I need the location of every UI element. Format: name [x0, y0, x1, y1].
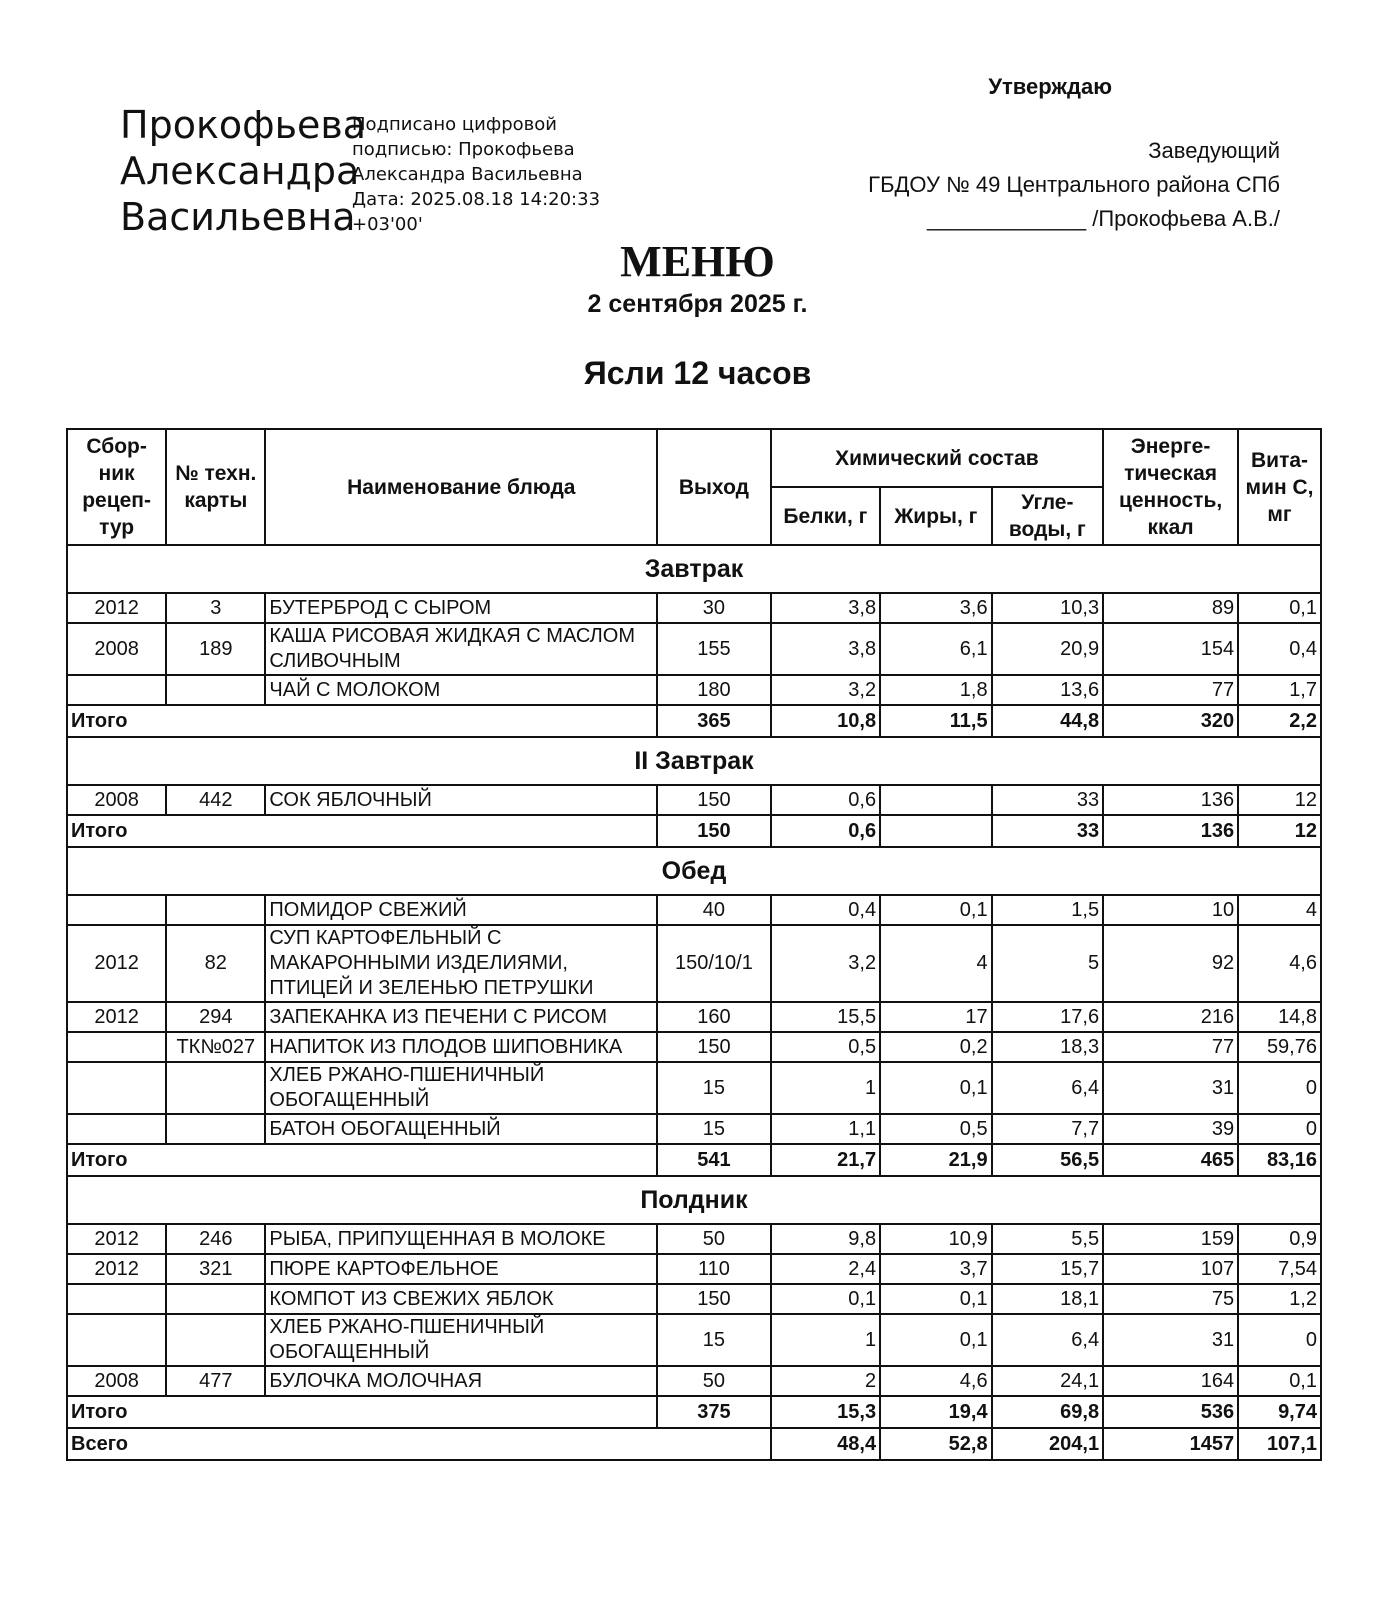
- cell-yield: 150: [657, 1284, 771, 1314]
- cell-protein: 3,8: [771, 593, 880, 623]
- cell-collection: [67, 675, 166, 705]
- table-row: [67, 1114, 1321, 1144]
- cell-vitc: 0: [1238, 1314, 1321, 1366]
- cell-protein: 0,4: [771, 895, 880, 925]
- cell-energy: 31: [1103, 1062, 1238, 1114]
- cell-energy: 89: [1103, 593, 1238, 623]
- cell-vitc: 1,2: [1238, 1284, 1321, 1314]
- cell-energy: 164: [1103, 1366, 1238, 1396]
- cell-collection: 2012: [67, 593, 166, 623]
- cell-fat: 3,6: [880, 593, 991, 623]
- total-label: Итого: [67, 815, 657, 847]
- cell-card: 189: [166, 623, 265, 675]
- total-energy: 465: [1103, 1144, 1238, 1176]
- cell-carbs: 6,4: [992, 1062, 1103, 1114]
- cell-protein: 15,5: [771, 1002, 880, 1032]
- cell-name: БАТОН ОБОГАЩЕННЫЙ: [265, 1114, 657, 1144]
- table-row: [67, 1224, 1321, 1254]
- cell-carbs: 1,5: [992, 895, 1103, 925]
- table-row: [67, 895, 1321, 925]
- cell-energy: 31: [1103, 1314, 1238, 1366]
- total-fat: 11,5: [880, 705, 991, 737]
- header-energy: Энерге-тическая ценность, ккал: [1103, 429, 1238, 545]
- cell-carbs: 7,7: [992, 1114, 1103, 1144]
- grand-total-protein: 48,4: [771, 1428, 880, 1460]
- approval-title: Утверждаю: [988, 74, 1112, 99]
- cell-fat: 0,1: [880, 895, 991, 925]
- total-protein: 10,8: [771, 705, 880, 737]
- total-carbs: 33: [992, 815, 1103, 847]
- cell-name: СУП КАРТОФЕЛЬНЫЙ С МАКАРОННЫМИ ИЗДЕЛИЯМИ, ПТИЦЕЙ И ЗЕЛЕНЬЮ ПЕТРУШКИ: [265, 925, 657, 1002]
- header-card: № техн. карты: [166, 429, 265, 545]
- menu-table-body: [67, 545, 1321, 1460]
- cell-fat: 0,1: [880, 1062, 991, 1114]
- cell-yield: 150: [657, 1032, 771, 1062]
- cell-carbs: 13,6: [992, 675, 1103, 705]
- total-vitc: 83,16: [1238, 1144, 1321, 1176]
- total-protein: 15,3: [771, 1396, 880, 1428]
- table-row: [67, 1314, 1321, 1366]
- cell-name: ЧАЙ С МОЛОКОМ: [265, 675, 657, 705]
- cell-fat: 4,6: [880, 1366, 991, 1396]
- total-carbs: 56,5: [992, 1144, 1103, 1176]
- cell-name: ЗАПЕКАНКА ИЗ ПЕЧЕНИ С РИСОМ: [265, 1002, 657, 1032]
- digital-signature-name: [120, 102, 366, 240]
- cell-energy: 77: [1103, 1032, 1238, 1062]
- cell-name: СОК ЯБЛОЧНЫЙ: [265, 785, 657, 815]
- cell-name: ПОМИДОР СВЕЖИЙ: [265, 895, 657, 925]
- cell-card: 246: [166, 1224, 265, 1254]
- section-title: Обед: [67, 847, 1321, 895]
- signature-detail-line: +03'00': [352, 214, 423, 235]
- signature-name-line: Васильевна: [120, 195, 356, 239]
- cell-yield: 150/10/1: [657, 925, 771, 1002]
- total-row: [67, 1144, 1321, 1176]
- cell-card: [166, 1284, 265, 1314]
- cell-carbs: 24,1: [992, 1366, 1103, 1396]
- cell-fat: 4: [880, 925, 991, 1002]
- cell-energy: 39: [1103, 1114, 1238, 1144]
- cell-yield: 155: [657, 623, 771, 675]
- approval-block: [868, 70, 1280, 236]
- grand-total-label: Всего: [67, 1428, 771, 1460]
- cell-carbs: 20,9: [992, 623, 1103, 675]
- cell-card: 294: [166, 1002, 265, 1032]
- table-row: [67, 785, 1321, 815]
- table-row: [67, 925, 1321, 1002]
- cell-vitc: 4: [1238, 895, 1321, 925]
- grand-total-energy: 1457: [1103, 1428, 1238, 1460]
- grand-total-carbs: 204,1: [992, 1428, 1103, 1460]
- cell-fat: 17: [880, 1002, 991, 1032]
- cell-name: ХЛЕБ РЖАНО-ПШЕНИЧНЫЙ ОБОГАЩЕННЫЙ: [265, 1062, 657, 1114]
- table-row: [67, 1366, 1321, 1396]
- cell-collection: [67, 1062, 166, 1114]
- signature-detail-line: Александра Васильевна: [352, 164, 583, 185]
- cell-vitc: 0: [1238, 1114, 1321, 1144]
- approval-signature-line: _____________ /Прокофьева А.В./: [927, 206, 1280, 231]
- section-row: [67, 1176, 1321, 1224]
- cell-vitc: 0,1: [1238, 1366, 1321, 1396]
- total-yield: 375: [657, 1396, 771, 1428]
- cell-energy: 159: [1103, 1224, 1238, 1254]
- cell-yield: 15: [657, 1062, 771, 1114]
- cell-energy: 75: [1103, 1284, 1238, 1314]
- total-label: Итого: [67, 1144, 657, 1176]
- cell-collection: 2008: [67, 1366, 166, 1396]
- cell-vitc: 12: [1238, 785, 1321, 815]
- cell-card: [166, 1114, 265, 1144]
- table-row: [67, 593, 1321, 623]
- cell-fat: 0,1: [880, 1284, 991, 1314]
- total-energy: 536: [1103, 1396, 1238, 1428]
- approval-position: Заведующий: [1148, 138, 1280, 163]
- grand-total-vitc: 107,1: [1238, 1428, 1321, 1460]
- total-carbs: 69,8: [992, 1396, 1103, 1428]
- cell-protein: 1: [771, 1062, 880, 1114]
- grand-total-row: [67, 1428, 1321, 1460]
- table-row: [67, 1254, 1321, 1284]
- cell-collection: [67, 1314, 166, 1366]
- cell-collection: 2012: [67, 1254, 166, 1284]
- cell-fat: 3,7: [880, 1254, 991, 1284]
- cell-collection: 2012: [67, 1002, 166, 1032]
- total-row: [67, 705, 1321, 737]
- cell-yield: 150: [657, 785, 771, 815]
- signature-detail-line: подписью: Прокофьева: [352, 139, 575, 160]
- document-group: Ясли 12 часов: [583, 355, 812, 391]
- cell-carbs: 33: [992, 785, 1103, 815]
- total-carbs: 44,8: [992, 705, 1103, 737]
- table-row: [67, 623, 1321, 675]
- cell-yield: 15: [657, 1314, 771, 1366]
- cell-carbs: 17,6: [992, 1002, 1103, 1032]
- cell-fat: [880, 785, 991, 815]
- cell-collection: [67, 1032, 166, 1062]
- cell-name: БУТЕРБРОД С СЫРОМ: [265, 593, 657, 623]
- cell-protein: 2: [771, 1366, 880, 1396]
- total-yield: 150: [657, 815, 771, 847]
- cell-fat: 6,1: [880, 623, 991, 675]
- header-collection: Сбор-ник рецеп-тур: [67, 429, 166, 545]
- cell-fat: 10,9: [880, 1224, 991, 1254]
- cell-vitc: 1,7: [1238, 675, 1321, 705]
- cell-fat: 0,1: [880, 1314, 991, 1366]
- cell-collection: 2008: [67, 623, 166, 675]
- cell-energy: 10: [1103, 895, 1238, 925]
- total-vitc: 9,74: [1238, 1396, 1321, 1428]
- cell-energy: 107: [1103, 1254, 1238, 1284]
- cell-card: ТК№027: [166, 1032, 265, 1062]
- cell-protein: 3,2: [771, 675, 880, 705]
- table-row: [67, 1002, 1321, 1032]
- total-vitc: 2,2: [1238, 705, 1321, 737]
- total-protein: 0,6: [771, 815, 880, 847]
- cell-vitc: 0,1: [1238, 593, 1321, 623]
- cell-fat: 0,5: [880, 1114, 991, 1144]
- grand-total-fat: 52,8: [880, 1428, 991, 1460]
- cell-vitc: 7,54: [1238, 1254, 1321, 1284]
- total-yield: 365: [657, 705, 771, 737]
- cell-name: РЫБА, ПРИПУЩЕННАЯ В МОЛОКЕ: [265, 1224, 657, 1254]
- cell-card: [166, 675, 265, 705]
- cell-card: [166, 1314, 265, 1366]
- cell-vitc: 14,8: [1238, 1002, 1321, 1032]
- cell-energy: 154: [1103, 623, 1238, 675]
- cell-yield: 110: [657, 1254, 771, 1284]
- cell-protein: 0,5: [771, 1032, 880, 1062]
- cell-fat: 0,2: [880, 1032, 991, 1062]
- cell-energy: 77: [1103, 675, 1238, 705]
- document-date: 2 сентября 2025 г.: [587, 290, 808, 318]
- section-row: [67, 545, 1321, 593]
- cell-protein: 1: [771, 1314, 880, 1366]
- cell-card: [166, 1062, 265, 1114]
- cell-card: 442: [166, 785, 265, 815]
- cell-collection: 2012: [67, 925, 166, 1002]
- total-fat: [880, 815, 991, 847]
- header-carbs: Угле-воды, г: [992, 487, 1103, 545]
- header-vitc: Вита-мин С, мг: [1238, 429, 1321, 545]
- cell-carbs: 18,3: [992, 1032, 1103, 1062]
- menu-table: [66, 428, 1322, 1461]
- cell-vitc: 0,4: [1238, 623, 1321, 675]
- cell-carbs: 5,5: [992, 1224, 1103, 1254]
- table-row: [67, 675, 1321, 705]
- cell-yield: 180: [657, 675, 771, 705]
- signature-detail-line: Дата: 2025.08.18 14:20:33: [352, 189, 601, 210]
- cell-energy: 216: [1103, 1002, 1238, 1032]
- cell-name: КАША РИСОВАЯ ЖИДКАЯ С МАСЛОМ СЛИВОЧНЫМ: [265, 623, 657, 675]
- cell-carbs: 10,3: [992, 593, 1103, 623]
- cell-collection: [67, 1114, 166, 1144]
- total-energy: 320: [1103, 705, 1238, 737]
- section-row: [67, 847, 1321, 895]
- cell-protein: 0,6: [771, 785, 880, 815]
- table-row: [67, 1032, 1321, 1062]
- table-row: [67, 1062, 1321, 1114]
- cell-collection: 2008: [67, 785, 166, 815]
- cell-vitc: 59,76: [1238, 1032, 1321, 1062]
- cell-collection: [67, 1284, 166, 1314]
- cell-yield: 50: [657, 1366, 771, 1396]
- document-title: МЕНЮ: [620, 237, 775, 286]
- cell-card: [166, 895, 265, 925]
- header-protein: Белки, г: [771, 487, 880, 545]
- cell-card: 3: [166, 593, 265, 623]
- cell-protein: 2,4: [771, 1254, 880, 1284]
- cell-yield: 50: [657, 1224, 771, 1254]
- cell-card: 82: [166, 925, 265, 1002]
- total-row: [67, 815, 1321, 847]
- cell-collection: 2012: [67, 1224, 166, 1254]
- table-row: [67, 1284, 1321, 1314]
- cell-carbs: 18,1: [992, 1284, 1103, 1314]
- header-yield: Выход: [657, 429, 771, 545]
- header-fat: Жиры, г: [880, 487, 991, 545]
- cell-protein: 3,8: [771, 623, 880, 675]
- cell-name: БУЛОЧКА МОЛОЧНАЯ: [265, 1366, 657, 1396]
- cell-yield: 15: [657, 1114, 771, 1144]
- cell-carbs: 15,7: [992, 1254, 1103, 1284]
- cell-collection: [67, 895, 166, 925]
- header-chem: Химический состав: [771, 429, 1103, 487]
- cell-yield: 160: [657, 1002, 771, 1032]
- cell-vitc: 0: [1238, 1062, 1321, 1114]
- cell-name: ХЛЕБ РЖАНО-ПШЕНИЧНЫЙ ОБОГАЩЕННЫЙ: [265, 1314, 657, 1366]
- digital-signature-details: [352, 112, 600, 237]
- cell-vitc: 4,6: [1238, 925, 1321, 1002]
- total-protein: 21,7: [771, 1144, 880, 1176]
- total-fat: 19,4: [880, 1396, 991, 1428]
- total-row: [67, 1396, 1321, 1428]
- cell-energy: 136: [1103, 785, 1238, 815]
- section-title: Полдник: [67, 1176, 1321, 1224]
- cell-card: 477: [166, 1366, 265, 1396]
- cell-name: КОМПОТ ИЗ СВЕЖИХ ЯБЛОК: [265, 1284, 657, 1314]
- signature-name-line: Прокофьева: [120, 103, 367, 147]
- cell-energy: 92: [1103, 925, 1238, 1002]
- cell-protein: 0,1: [771, 1284, 880, 1314]
- total-label: Итого: [67, 705, 657, 737]
- cell-protein: 9,8: [771, 1224, 880, 1254]
- cell-carbs: 6,4: [992, 1314, 1103, 1366]
- total-vitc: 12: [1238, 815, 1321, 847]
- cell-vitc: 0,9: [1238, 1224, 1321, 1254]
- cell-protein: 3,2: [771, 925, 880, 1002]
- approval-organization: ГБДОУ № 49 Центрального района СПб: [868, 172, 1280, 197]
- total-yield: 541: [657, 1144, 771, 1176]
- signature-detail-line: Подписано цифровой: [352, 114, 557, 135]
- total-fat: 21,9: [880, 1144, 991, 1176]
- total-label: Итого: [67, 1396, 657, 1428]
- section-title: II Завтрак: [67, 737, 1321, 785]
- section-title: Завтрак: [67, 545, 1321, 593]
- cell-name: ПЮРЕ КАРТОФЕЛЬНОЕ: [265, 1254, 657, 1284]
- cell-name: НАПИТОК ИЗ ПЛОДОВ ШИПОВНИКА: [265, 1032, 657, 1062]
- cell-carbs: 5: [992, 925, 1103, 1002]
- cell-card: 321: [166, 1254, 265, 1284]
- cell-yield: 40: [657, 895, 771, 925]
- section-row: [67, 737, 1321, 785]
- cell-fat: 1,8: [880, 675, 991, 705]
- cell-yield: 30: [657, 593, 771, 623]
- total-energy: 136: [1103, 815, 1238, 847]
- header-name: Наименование блюда: [265, 429, 657, 545]
- cell-protein: 1,1: [771, 1114, 880, 1144]
- signature-name-line: Александра: [120, 149, 360, 193]
